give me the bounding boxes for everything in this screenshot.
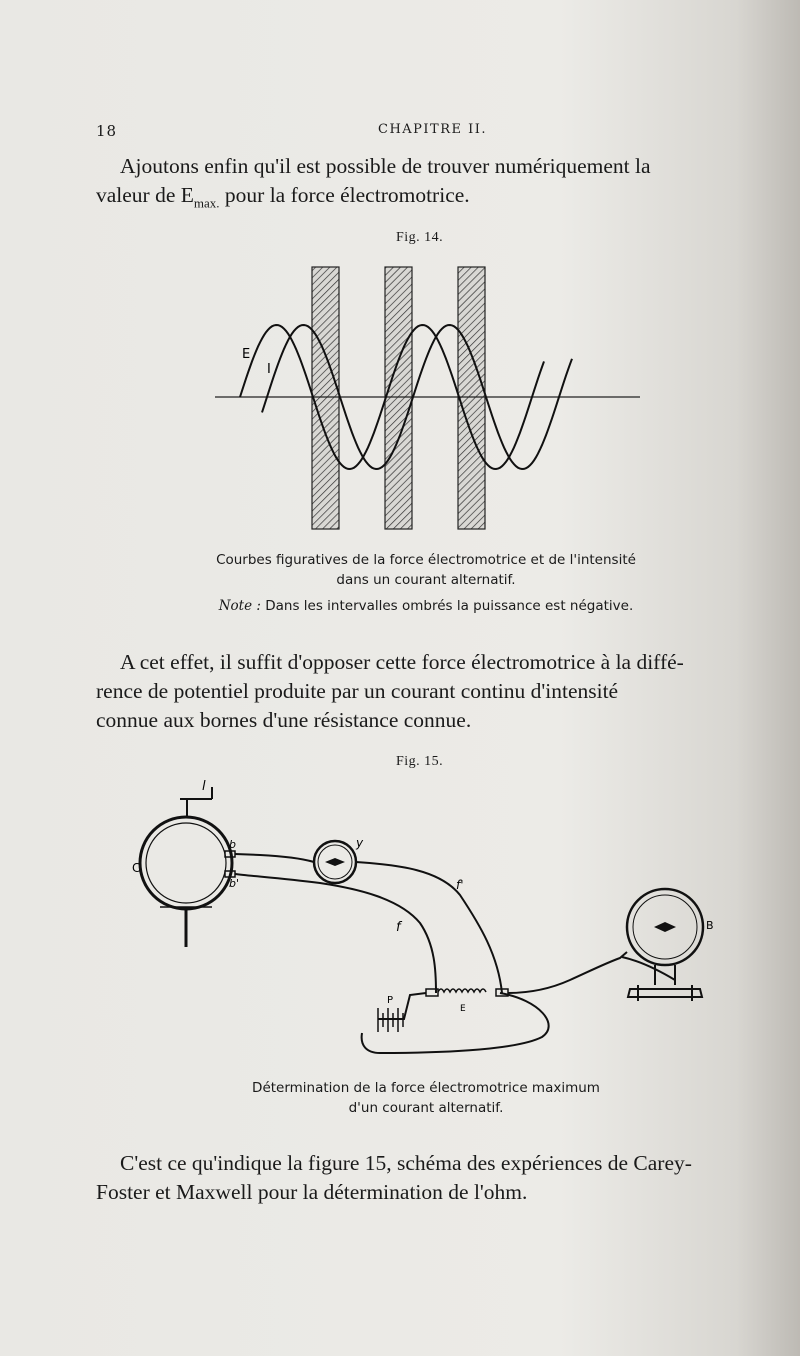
alternator-c bbox=[140, 817, 235, 947]
fig14-diagram bbox=[200, 255, 660, 540]
paragraph-2 bbox=[96, 648, 756, 735]
galvanometer-y bbox=[314, 841, 356, 883]
fig14-caption bbox=[96, 550, 756, 590]
note-text: Dans les intervalles ombrés la puissance est négative. bbox=[260, 598, 634, 614]
paragraph-1-line-2-pre: valeur de E bbox=[96, 183, 194, 207]
label-f: f bbox=[396, 920, 401, 935]
page-number: 18 bbox=[96, 122, 118, 140]
crank-handle bbox=[180, 787, 212, 817]
fig15-label: Fig. 15. bbox=[396, 754, 444, 769]
label-l: l bbox=[202, 779, 206, 794]
wire-e-to-b bbox=[508, 952, 627, 993]
paragraph-1-line-2 bbox=[96, 181, 756, 217]
label-b-prime: b' bbox=[229, 877, 240, 890]
shaded-interval-3 bbox=[458, 267, 485, 529]
running-header bbox=[96, 122, 756, 146]
curve-e-label: E bbox=[242, 347, 251, 362]
wire-b-to-y bbox=[235, 854, 314, 862]
shaded-interval-2 bbox=[385, 267, 412, 529]
shaded-interval-1 bbox=[312, 267, 339, 529]
curve-i-label: I bbox=[267, 362, 271, 377]
label-p: P bbox=[387, 995, 394, 1006]
note-label: Note : bbox=[218, 598, 261, 614]
fig15-caption-line-2: d'un courant alternatif. bbox=[348, 1100, 504, 1116]
label-f-prime: f' bbox=[456, 878, 464, 892]
paragraph-1 bbox=[96, 152, 756, 217]
fig15-caption bbox=[96, 1078, 756, 1118]
electrometer-b bbox=[627, 889, 703, 1001]
label-b-big: B bbox=[706, 919, 714, 932]
paragraph-3-line-2: Foster et Maxwell pour la détermination de l'ohm. bbox=[96, 1180, 528, 1204]
wire-fprime bbox=[356, 862, 502, 993]
resistance-e bbox=[426, 989, 508, 996]
paragraph-3 bbox=[96, 1149, 756, 1207]
emax-subscript: max. bbox=[193, 195, 220, 211]
paragraph-2-line-1: A cet effet, il suffit d'opposer cette force électromotrice à la diffé- bbox=[120, 650, 684, 674]
paragraph-1-line-2-post: pour la force électromotrice. bbox=[219, 183, 470, 207]
fig14-caption-line-1: Courbes figuratives de la force électromotrice et de l'intensité bbox=[216, 552, 636, 568]
wire-f bbox=[235, 874, 436, 993]
paragraph-1-line-1: Ajoutons enfin qu'il est possible de trouver numériquement la bbox=[120, 154, 651, 178]
fig14-label: Fig. 14. bbox=[396, 230, 444, 245]
label-y: y bbox=[356, 836, 364, 850]
paragraph-2-line-2: rence de potentiel produite par un courant continu d'intensité bbox=[96, 679, 619, 703]
label-c: C bbox=[132, 861, 141, 875]
paragraph-2-line-3: connue aux bornes d'une résistance connue. bbox=[96, 708, 472, 732]
wire-p-to-e bbox=[378, 993, 426, 1019]
chapter-title: CHAPITRE II. bbox=[378, 122, 488, 137]
fig14-note bbox=[96, 598, 756, 614]
label-e: E bbox=[460, 1004, 466, 1014]
label-b-small: b bbox=[229, 838, 236, 851]
fig15-caption-line-1: Détermination de la force électromotrice maximum bbox=[252, 1080, 600, 1096]
fig15-diagram bbox=[130, 775, 730, 1075]
paragraph-3-line-1: C'est ce qu'indique la figure 15, schéma des expériences de Carey- bbox=[120, 1151, 692, 1175]
fig14-caption-line-2: dans un courant alternatif. bbox=[336, 572, 516, 588]
